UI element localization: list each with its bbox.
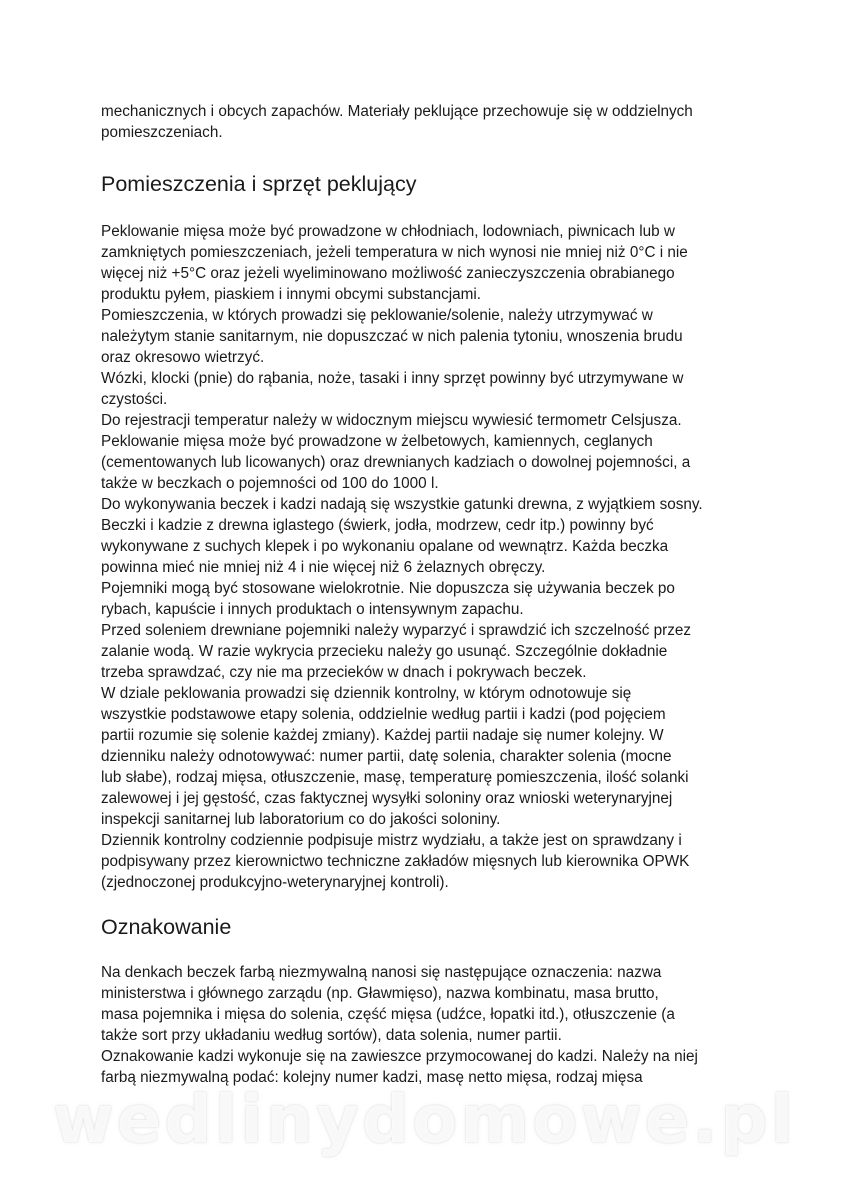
section-body-rooms-equipment: Peklowanie mięsa może być prowadzone w chłodniach, lodowniach, piwnicach lub w zamkniętych pomieszczeniach, jeżeli temperatura w nich wynosi nie mniej niż 0°C i nie więcej niż +5°C oraz jeżeli wyeliminowano możliwość zanieczyszczenia obrabianego produktu pyłem, piaskiem i innymi obcymi substancjami. Pomieszczenia, w których prowadzi się peklowanie/solenie, należy utrzymywać w należytym stanie sanitarnym, nie dopuszczać w nich palenia tytoniu, wnoszenia brudu oraz okresowo wietrzyć. Wózki, klocki (pnie) do rąbania, noże, tasaki i inny sprzęt powinny być utrzymywane w czystości. Do rejestracji temperatur należy w widocznym miejscu wywiesić termometr Celsjusza. Peklowanie mięsa może być prowadzone w żelbetowych, kamiennych, ceglanych (cementowanych lub licowanych) oraz drewnianych kadziach o dowolnej pojemności, a także w beczkach o pojemności od 100 do 1000 l. Do wykonywania beczek i kadzi nadają się wszystkie gatunki drewna, z wyjątkiem sosny. Beczki i kadzie z drewna iglastego (świerk, jodła, modrzew, cedr itp.) powinny być wykonywane z suchych klepek i po wykonaniu opalane od wewnątrz. Każda beczka powinna mieć nie mniej niż 4 i nie więcej niż 6 żelaznych obręczy. Pojemniki mogą być stosowane wielokrotnie. Nie dopuszcza się używania beczek po rybach, kapuście i innych produktach o intensywnym zapachu. Przed soleniem drewniane pojemniki należy wyparzyć i sprawdzić ich szczelność przez zalanie wodą. W razie wykrycia przecieku należy go usunąć. Szczególnie dokładnie trzeba sprawdzać, czy nie ma przecieków w dnach i pokrywach beczek. W dziale peklowania prowadzi się dziennik kontrolny, w którym odnotowuje się wszystkie podstawowe etapy solenia, oddzielnie według partii i kadzi (pod pojęciem partii rozumie się solenie każdej zmiany). Każdej partii nadaje się numer kolejny. W dzienniku należy odnotowywać: numer partii, datę solenia, charakter solenia (mocne lub słabe), rodzaj mięsa, otłuszczenie, masę, temperaturę pomieszczenia, ilość solanki zalewowej i jej gęstość, czas faktycznej wysyłki soloniny oraz wnioski weterynaryjnej inspekcji sanitarnej lub laboratorium co do jakości soloniny. Dziennik kontrolny codziennie podpisuje mistrz wydziału, a także jest on sprawdzany i podpisywany przez kierownictwo techniczne zakładów mięsnych lub kierownika OPWK (zjednoczonej produkcyjno-weterynaryjnej kontroli). [101, 223, 703, 891]
section-heading-rooms-equipment: Pomieszczenia i sprzęt peklujący [101, 172, 417, 196]
watermark: wedlinydomowe.pl [52, 1081, 797, 1158]
document-page [101, 101, 751, 1088]
intro-paragraph: mechanicznych i obcych zapachów. Materiały peklujące przechowuje się w oddzielnych pomieszczeniach. [101, 103, 693, 141]
section-body-labeling: Na denkach beczek farbą niezmywalną nanosi się następujące oznaczenia: nazwa ministerstwa i głównego zarządu (np. Gławmięso), nazwa kombinatu, masa brutto, masa pojemnika i mięsa do solenia, część mięsa (udźce, łopatki itd.), otłuszczenie (a także sort przy układaniu według sortów), data solenia, numer partii. Oznakowanie kadzi wykonuje się na zawieszce przymocowanej do kadzi. Należy na niej farbą niezmywalną podać: kolejny numer kadzi, masę netto mięsa, rodzaj mięsa [101, 964, 698, 1086]
section-heading-labeling: Oznakowanie [101, 915, 232, 939]
